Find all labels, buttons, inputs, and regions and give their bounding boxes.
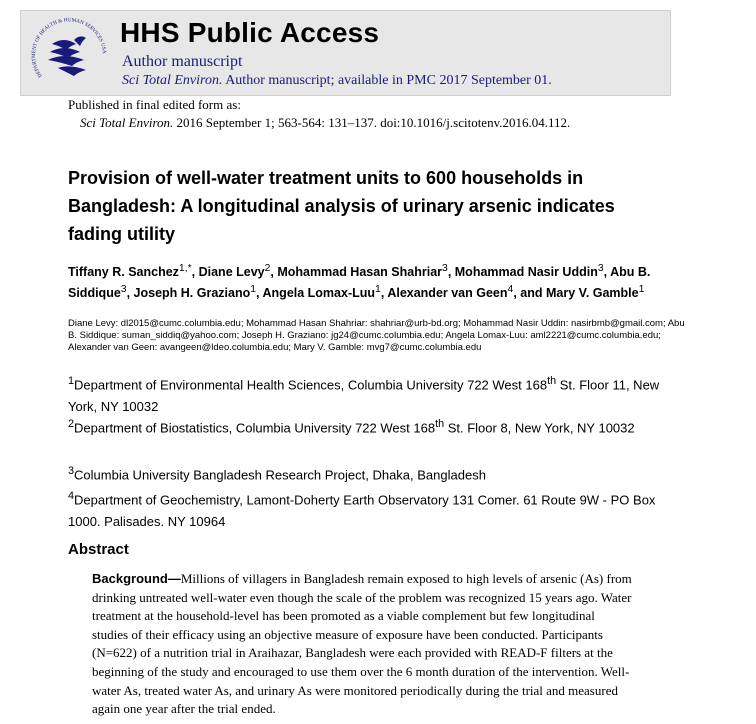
background-text: Millions of villagers in Bangladesh remain exposed to high levels of arsenic (As) from drinking untreated well-water even though the scale of the problem was recognized 15 years ago. Water treatment at the household-level has been promoted as a viable complement but few longitudinal studies of their efficacy using an objective measure of exposure have been conducted. Participants (N=622) of a nutrition trial in Araihazar, Bangladesh were each provided with READ-F filters at the beginning of the study and encouraged to use them over the 6 month duration of the intervention. Well-water As, treated water As, and urinary As were monitored periodically during the trial and measured again one year after the trial ended.	[92, 571, 632, 717]
affiliation-1	[68, 370, 688, 418]
abstract-heading: Abstract	[68, 541, 129, 558]
abstract-background	[92, 570, 632, 719]
affiliation-text: Columbia University Bangladesh Research Project, Dhaka, Bangladesh	[74, 467, 486, 483]
affiliation-2	[68, 413, 688, 439]
author-affiliation-marker: 1	[638, 284, 645, 296]
author-name: Mary V. Gamble	[545, 286, 639, 301]
author-affiliation-marker: 1	[375, 284, 381, 296]
affiliation-text: Department of Geochemistry, Lamont-Doherty Earth Observatory 131 Comer. 61 Route 9W - PO Box 1000. Palisades. NY 10964	[68, 492, 656, 530]
author-affiliation-marker: 4	[507, 284, 514, 296]
author-name: Joseph H. Graziano	[133, 286, 251, 301]
article-title: Provision of well-water treatment units to 600 households in Bangladesh: A longitudinal analysis of urinary arsenic indicates fading utility	[68, 168, 615, 244]
author-separator: ,	[380, 286, 388, 301]
author-separator: ,	[126, 286, 134, 301]
author-name: Tiffany R. Sanchez	[68, 265, 179, 280]
author-separator: ,	[256, 286, 263, 301]
affiliation-suffix: th	[435, 418, 445, 430]
affiliation-text: Department of Environmental Health Sciences, Columbia University 722 West 168	[74, 377, 548, 393]
header-title: HHS Public Access	[120, 17, 380, 48]
affiliation-text: Department of Biostatistics, Columbia University 722 West 168	[74, 420, 436, 436]
author-name: Alexander van Geen	[387, 286, 508, 301]
author-separator: ,	[447, 265, 455, 280]
author-affiliation-marker: 3	[597, 263, 604, 274]
affiliation-number: 2	[68, 418, 75, 430]
author-name: Diane Levy	[198, 265, 265, 280]
author-affiliation-marker: 1,*	[178, 263, 192, 274]
header-subtitle: Author manuscript	[122, 53, 243, 70]
hhs-eagle-seal-icon	[30, 14, 110, 92]
affiliation-number: 1	[68, 375, 75, 387]
availability-text: Author manuscript; available in PMC 2017 September 01.	[222, 73, 552, 88]
affiliation-3	[68, 460, 688, 486]
publication-citation	[80, 115, 570, 131]
author-separator: ,	[191, 265, 199, 280]
author-affiliation-marker: 2	[264, 263, 271, 274]
author-name: Mohammad Hasan Shahriar	[277, 265, 443, 280]
affiliation-text-end: St. Floor 11, New York, NY 10032	[68, 377, 660, 415]
background-label: Background—	[92, 571, 181, 586]
citation-journal: Sci Total Environ.	[80, 115, 174, 130]
affiliation-text-end: St. Floor 8, New York, NY 10032	[444, 420, 635, 436]
author-name: Mohammad Nasir Uddin	[454, 265, 598, 280]
published-label: Published in final edited form as:	[68, 97, 241, 112]
author-separator: ,	[603, 265, 611, 280]
author-separator: ,	[270, 265, 278, 280]
header-availability	[122, 73, 552, 89]
author-separator: , and	[513, 286, 546, 301]
author-affiliation-marker: 3	[120, 284, 127, 296]
author-list	[68, 260, 668, 302]
author-emails: Diane Levy: dl2015@cumc.columbia.edu; Mohammad Hasan Shahriar: shahriar@urb-bd.org; Mohammad Nasir Uddin: nasirbmb@gmail.com; Abu B. Siddique: suman_siddiq@yahoo.com; Joseph H. Graziano: jg24@cumc.columbia.edu; Angela Lomax-Luu: aml2221@cumc.columbia.edu; Alexander van Geen: avangeen@ldeo.columbia.edu; Mary V. Gamble: mvg7@cumc.columbia.edu	[68, 318, 685, 353]
affiliation-number: 4	[68, 490, 75, 502]
seal-ring-text: DEPARTMENT OF HEALTH & HUMAN SERVICES USA	[30, 17, 107, 79]
availability-journal: Sci Total Environ.	[122, 73, 223, 88]
citation-details: 2016 September 1; 563-564: 131–137. doi:10.1016/j.scitotenv.2016.04.112.	[173, 115, 571, 130]
author-name: Angela Lomax-Luu	[262, 286, 376, 301]
author-affiliation-marker: 1	[250, 284, 257, 296]
author-affiliation-marker: 3	[442, 263, 448, 274]
affiliation-suffix: th	[547, 375, 557, 387]
affiliation-number: 3	[68, 465, 75, 477]
affiliation-4	[68, 485, 688, 533]
author-name: Abu B. Siddique	[68, 265, 651, 301]
